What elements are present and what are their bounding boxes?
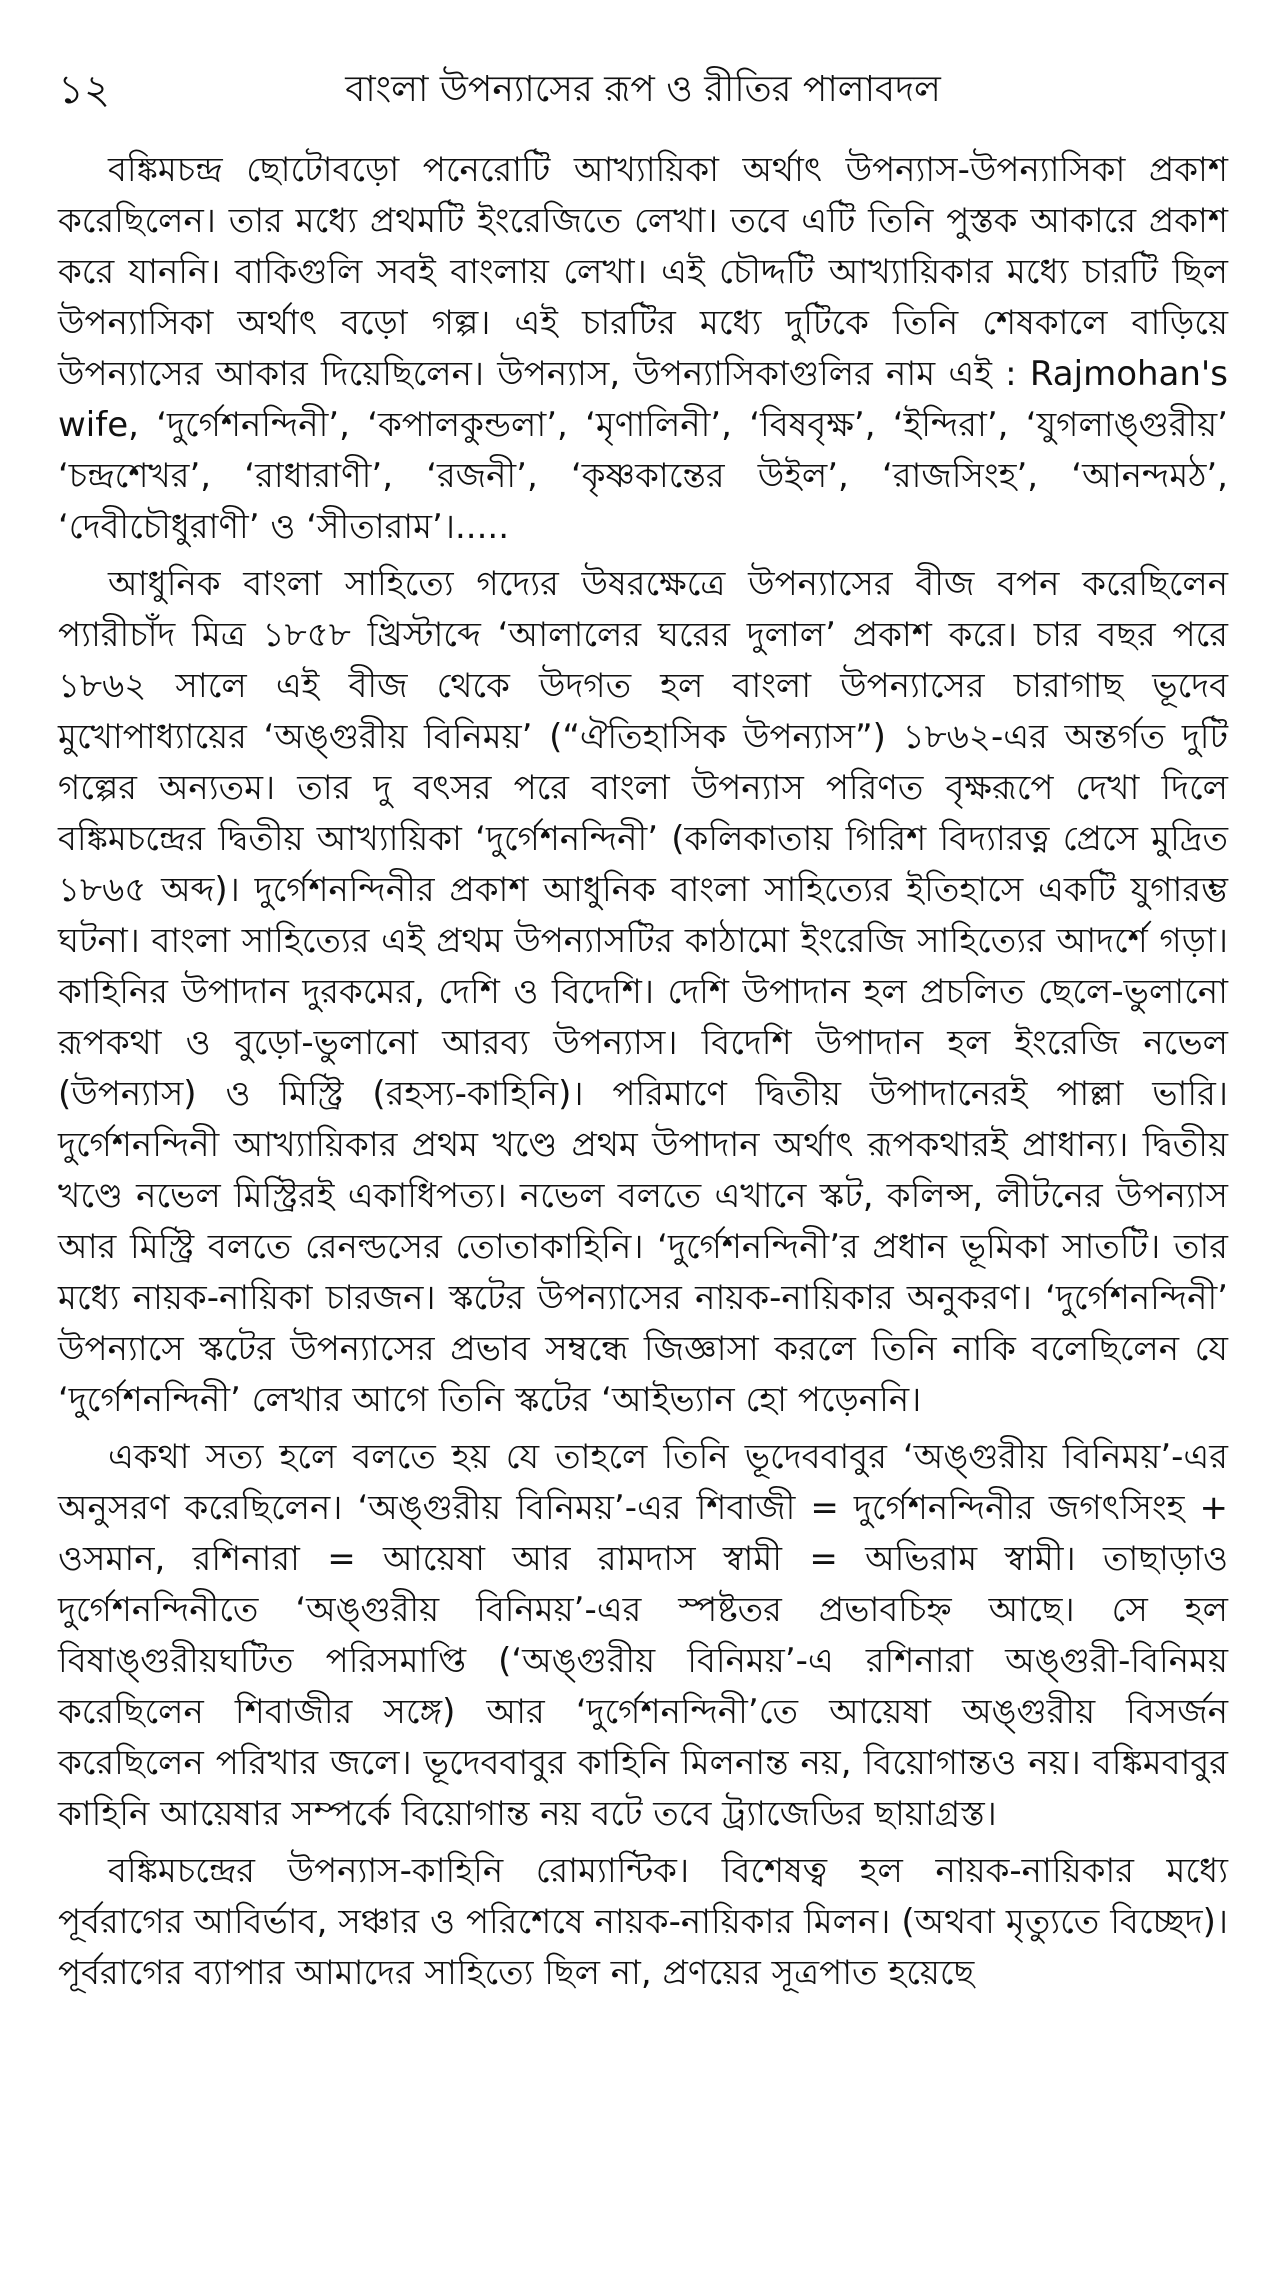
running-title: বাংলা উপন্যাসের রূপ ও রীতির পালাবদল [345, 69, 941, 110]
page-header [58, 60, 1228, 140]
paragraph-2: আধুনিক বাংলা সাহিত্যে গদ্যের উষরক্ষেত্রে উপন্যাসের বীজ বপন করেছিলেন প্যারীচাঁদ মিত্র ১৮৫৮ খ্রিস্টাব্দে ‘আলালের ঘরের দুলাল’ প্রকাশ করে। চার বছর পরে ১৮৬২ সালে এই বীজ থেকে উদগত হল বাংলা উপন্যাসের চারাগাছ ভূদেব মুখোপাধ্যায়ের ‘অঙ্গুরীয় বিনিময়’ (“ঐতিহাসিক উপন্যাস”) ১৮৬২-এর অন্তর্গত দুটি গল্পের অন্যতম। তার দু বৎসর পরে বাংলা উপন্যাস পরিণত বৃক্ষরূপে দেখা দিলে বঙ্কিমচন্দ্রের দ্বিতীয় আখ্যায়িকা ‘দুর্গেশনন্দিনী’ (কলিকাতায় গিরিশ বিদ্যারত্ন প্রেসে মুদ্রিত ১৮৬৫ অব্দ)। দুর্গেশনন্দিনীর প্রকাশ আধুনিক বাংলা সাহিত্যের ইতিহাসে একটি যুগারম্ভ ঘটনা। বাংলা সাহিত্যের এই প্রথম উপন্যাসটির কাঠামো ইংরেজি সাহিত্যের আদর্শে গড়া। কাহিনির উপাদান দুরকমের, দেশি ও বিদেশি। দেশি উপাদান হল প্রচলিত ছেলে-ভুলানো রূপকথা ও বুড়ো-ভুলানো আরব্য উপন্যাস। বিদেশি উপাদান হল ইংরেজি নভেল (উপন্যাস) ও মিস্ট্রি (রহস্য-কাহিনি)। পরিমাণে দ্বিতীয় উপাদানেরই পাল্লা ভারি। দুর্গেশনন্দিনী আখ্যায়িকার প্রথম খণ্ডে প্রথম উপাদান অর্থাৎ রূপকথারই প্রাধান্য। দ্বিতীয় খণ্ডে নভেল মিস্ট্রিরই একাধিপত্য। নভেল বলতে এখানে স্কট, কলিন্স, লীটনের উপন্যাস আর মিস্ট্রি বলতে রেনল্ডসের তোতাকাহিনি। ‘দুর্গেশনন্দিনী’র প্রধান ভূমিকা সাতটি। তার মধ্যে নায়ক-নায়িকা চারজন। স্কটের উপন্যাসের নায়ক-নায়িকার অনুকরণ। ‘দুর্গেশনন্দিনী’ উপন্যাসে স্কটের উপন্যাসের প্রভাব সম্বন্ধে জিজ্ঞাসা করলে তিনি নাকি বলেছিলেন যে ‘দুর্গেশনন্দিনী’ লেখার আগে তিনি স্কটের ‘আইভ্যান হো পড়েননি। [58, 564, 1228, 1420]
paragraph-3: একথা সত্য হলে বলতে হয় যে তাহলে তিনি ভূদেববাবুর ‘অঙ্গুরীয় বিনিময়’-এর অনুসরণ করেছিলেন। ‘অঙ্গুরীয় বিনিময়’-এর শিবাজী = দুর্গেশনন্দিনীর জগৎসিংহ + ওসমান, রশিনারা = আয়েষা আর রামদাস স্বামী = অভিরাম স্বামী। তাছাড়াও দুর্গেশনন্দিনীতে ‘অঙ্গুরীয় বিনিময়’-এর স্পষ্টতর প্রভাবচিহ্ন আছে। সে হল বিষাঙ্গুরীয়ঘটিত পরিসমাপ্তি (‘অঙ্গুরীয় বিনিময়’-এ রশিনারা অঙ্গুরী-বিনিময় করেছিলেন শিবাজীর সঙ্গে) আর ‘দুর্গেশনন্দিনী’তে আয়েষা অঙ্গুরীয় বিসর্জন করেছিলেন পরিখার জলে। ভূদেববাবুর কাহিনি মিলনান্ত নয়, বিয়োগান্তও নয়। বঙ্কিমবাবুর কাহিনি আয়েষার সম্পর্কে বিয়োগান্ত নয় বটে তবে ট্র্যাজেডির ছায়াগ্রস্ত। [58, 1437, 1228, 1834]
paragraph-4: বঙ্কিমচন্দ্রের উপন্যাস-কাহিনি রোম্যান্টিক। বিশেষত্ব হল নায়ক-নায়িকার মধ্যে পূর্বরাগের আবির্ভাব, সঞ্চার ও পরিশেষে নায়ক-নায়িকার মিলন। (অথবা মৃত্যুতে বিচ্ছেদ)। পূর্বরাগের ব্যাপার আমাদের সাহিত্যে ছিল না, প্রণয়ের সূত্রপাত হয়েছে [58, 1851, 1228, 1993]
page-number: ১২ [58, 67, 110, 113]
body-text [58, 145, 1228, 2005]
book-page [58, 60, 1228, 2260]
paragraph-1: বঙ্কিমচন্দ্র ছোটোবড়ো পনেরোটি আখ্যায়িকা অর্থাৎ উপন্যাস-উপন্যাসিকা প্রকাশ করেছিলেন। তার মধ্যে প্রথমটি ইংরেজিতে লেখা। তবে এটি তিনি পুস্তক আকারে প্রকাশ করে যাননি। বাকিগুলি সবই বাংলায় লেখা। এই চৌদ্দটি আখ্যায়িকার মধ্যে চারটি ছিল উপন্যাসিকা অর্থাৎ বড়ো গল্প। এই চারটির মধ্যে দুটিকে তিনি শেষকালে বাড়িয়ে উপন্যাসের আকার দিয়েছিলেন। উপন্যাস, উপন্যাসিকাগুলির নাম এই : Rajmohan's wife, ‘দুর্গেশনন্দিনী’, ‘কপালকুন্ডলা’, ‘মৃণালিনী’, ‘বিষবৃক্ষ’, ‘ইন্দিরা’, ‘যুগলাঙ্গুরীয়’ ‘চন্দ্রশেখর’, ‘রাধারাণী’, ‘রজনী’, ‘কৃষ্ণকান্তের উইল’, ‘রাজসিংহ’, ‘আনন্দমঠ’, ‘দেবীচৌধুরাণী’ ও ‘সীতারাম’।..... [58, 150, 1228, 547]
